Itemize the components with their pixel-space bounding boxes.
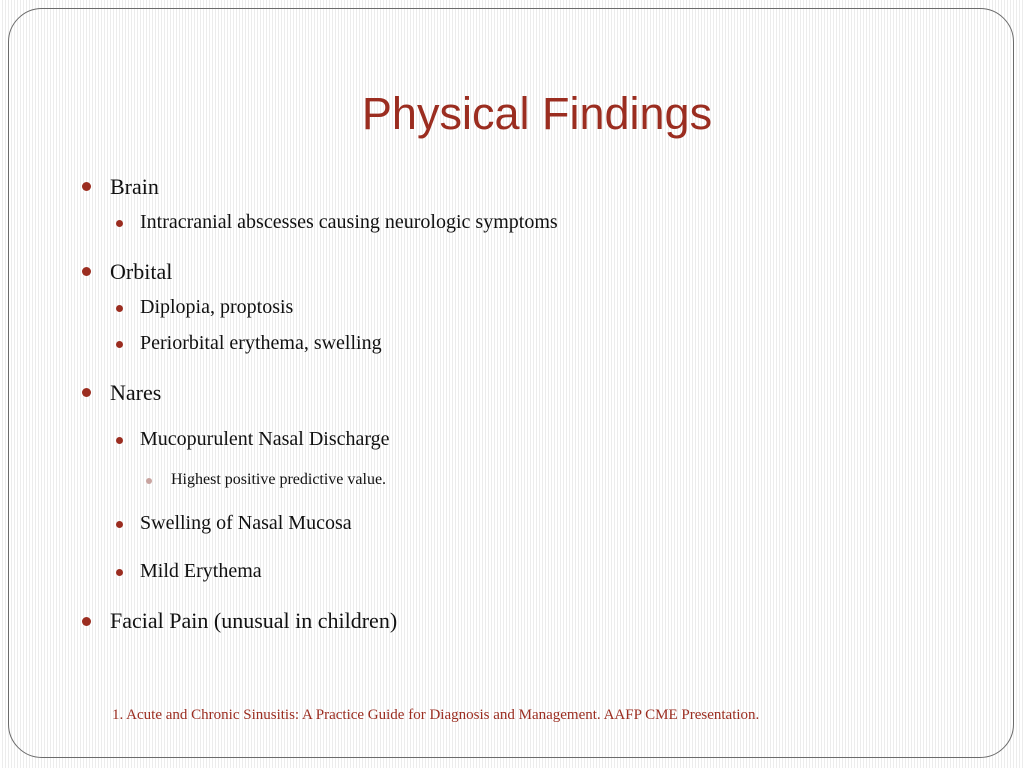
bullet-diplopia-proptosis: Diplopia, proptosis [140,296,294,318]
bullet-intracranial-abscesses: Intracranial abscesses causing neurologic symptoms [140,211,558,233]
bullet-periorbital-erythema: Periorbital erythema, swelling [140,332,382,354]
bullet-dot-icon [82,617,91,626]
bullet-dot-icon [82,388,91,397]
bullet-dot-icon [116,341,123,348]
bullet-brain: Brain [110,174,159,199]
footnote-citation: 1. Acute and Chronic Sinusitis: A Practice Guide for Diagnosis and Management. AAFP CME Presentation. [112,707,760,723]
bullet-nares: Nares [110,380,162,405]
bullet-dot-icon [116,521,123,528]
bullet-dot-icon [116,305,123,312]
bullet-orbital: Orbital [110,259,173,284]
bullet-dot-icon [116,437,123,444]
bullet-mucopurulent-discharge: Mucopurulent Nasal Discharge [140,428,390,450]
bullet-dot-icon [146,478,152,484]
bullet-dot-icon [82,182,91,191]
slide-title: Physical Findings [361,88,713,139]
bullet-dot-icon [116,569,123,576]
bullet-mild-erythema: Mild Erythema [140,560,262,582]
bullet-dot-icon [82,267,91,276]
bullet-dot-icon [116,220,123,227]
bullet-highest-ppv: Highest positive predictive value. [171,471,387,488]
bullet-facial-pain: Facial Pain (unusual in children) [110,608,398,633]
bullet-swelling-mucosa: Swelling of Nasal Mucosa [140,512,352,534]
